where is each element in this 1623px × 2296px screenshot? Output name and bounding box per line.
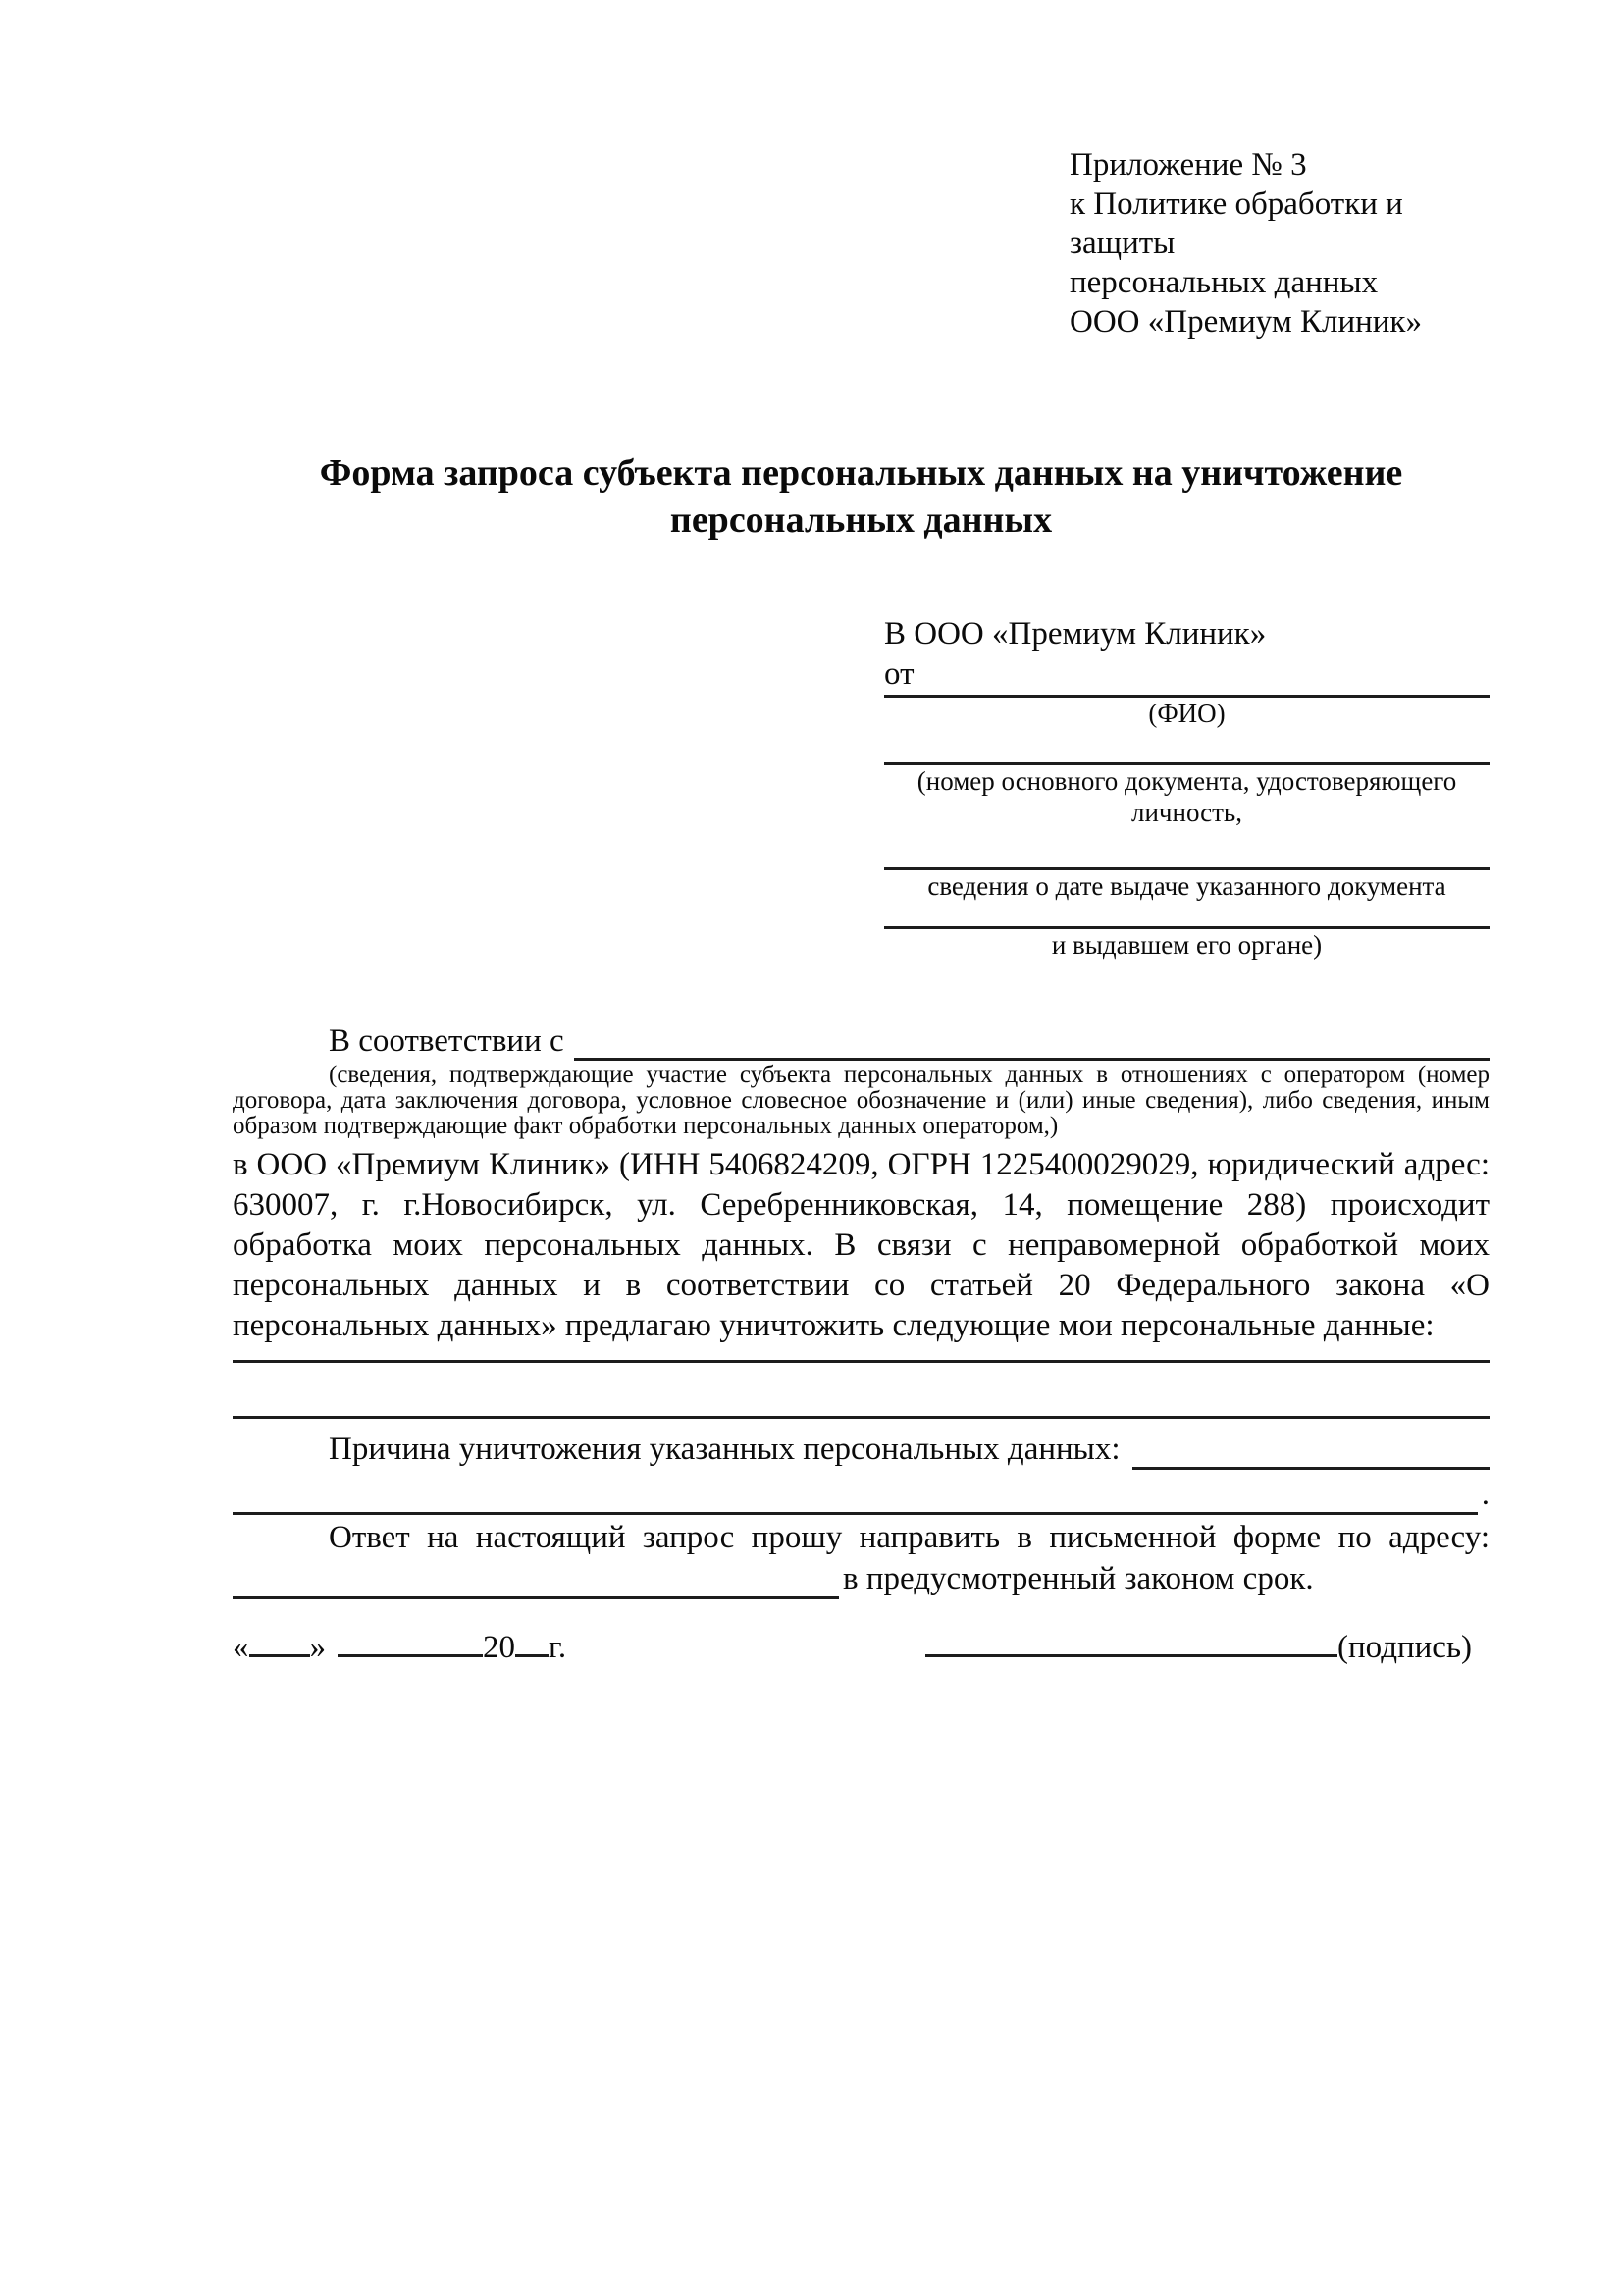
- document-number-caption: (номер основного документа, удостоверяющего личность,: [916, 766, 1457, 827]
- accordance-row: [233, 1021, 1490, 1061]
- date-field: [233, 1625, 566, 1669]
- fio-caption: (ФИО): [1148, 699, 1226, 728]
- response-suffix: в предусмотренный законом срок.: [843, 1561, 1314, 1596]
- date-signature-row: [233, 1625, 1490, 1669]
- reason-field-line: [1132, 1434, 1490, 1470]
- year-blank-line: [515, 1625, 549, 1657]
- response-request-text: Ответ на настоящий запрос прошу направить в письменной форме по адресу:: [329, 1520, 1490, 1555]
- year-prefix: 20: [483, 1630, 515, 1665]
- addressee-to: В ООО «Премиум Клиник»: [884, 616, 1267, 652]
- address-field-line: [233, 1563, 839, 1599]
- appendix-header-line: Приложение № 3: [1070, 147, 1307, 183]
- issuing-authority-field-line: [884, 902, 1490, 929]
- accordance-field-line: [574, 1024, 1490, 1061]
- document-number-field-line: [884, 729, 1490, 765]
- personal-data-field-line-2: [233, 1363, 1490, 1419]
- date-open-quote: «: [233, 1630, 249, 1665]
- signature-blank-line: [925, 1625, 1337, 1657]
- reason-row: [233, 1429, 1490, 1470]
- appendix-header-line: к Политике обработки и защиты: [1070, 186, 1403, 261]
- day-blank-line: [249, 1625, 310, 1657]
- reason-continuation-field-line: [233, 1479, 1478, 1515]
- signature-caption: (подпись): [1337, 1630, 1472, 1665]
- page-title: Форма запроса субъекта персональных данных на уничтожение персональных данных: [319, 452, 1403, 541]
- appendix-header-line: персональных данных: [1070, 265, 1379, 300]
- reason-label: Причина уничтожения указанных персональных данных:: [329, 1432, 1121, 1467]
- response-address-row: [233, 1558, 1490, 1599]
- appendix-header-line: ООО «Премиум Клиник»: [1070, 304, 1422, 339]
- month-blank-line: [338, 1625, 483, 1657]
- accordance-note: (сведения, подтверждающие участие субъекта персональных данных в отношениях с оператором (номер договора, дата заключения договора, условное словесное обозначение и (или) иные сведения), либо сведения, иным образом подтверждающие факт обработки персональных данных оператором,): [233, 1062, 1490, 1139]
- main-paragraph: в ООО «Премиум Клиник» (ИНН 5406824209, ОГРН 1225400029029, юридический адрес: 630007, г. г.Новосибирск, ул. Серебренниковская, 14, помещение 288) происходит обработка моих персональных данных. В связи с неправомерной обработкой моих персональных данных и в соответствии со статьей 20 Федерального закона «О персональных данных» предлагаю уничтожить следующие мои персональные данные:: [233, 1147, 1490, 1343]
- appendix-header-block: [1070, 145, 1490, 341]
- addressee-from-label: от: [884, 656, 915, 692]
- accordance-label: В соответствии с: [329, 1023, 564, 1059]
- year-suffix: г.: [549, 1630, 567, 1665]
- issue-date-field-line: [884, 828, 1490, 870]
- issue-date-caption: сведения о дате выдаче указанного документа: [927, 871, 1446, 901]
- issuing-authority-caption: и выдавшем его органе): [1051, 930, 1323, 960]
- addressee-block: [884, 612, 1490, 961]
- signature-field: [925, 1625, 1472, 1669]
- reason-continuation-row: [233, 1474, 1490, 1515]
- sentence-period: .: [1481, 1477, 1490, 1512]
- document-content: [233, 145, 1490, 1669]
- date-close-quote: »: [309, 1630, 326, 1665]
- personal-data-field-line-1: [233, 1346, 1490, 1363]
